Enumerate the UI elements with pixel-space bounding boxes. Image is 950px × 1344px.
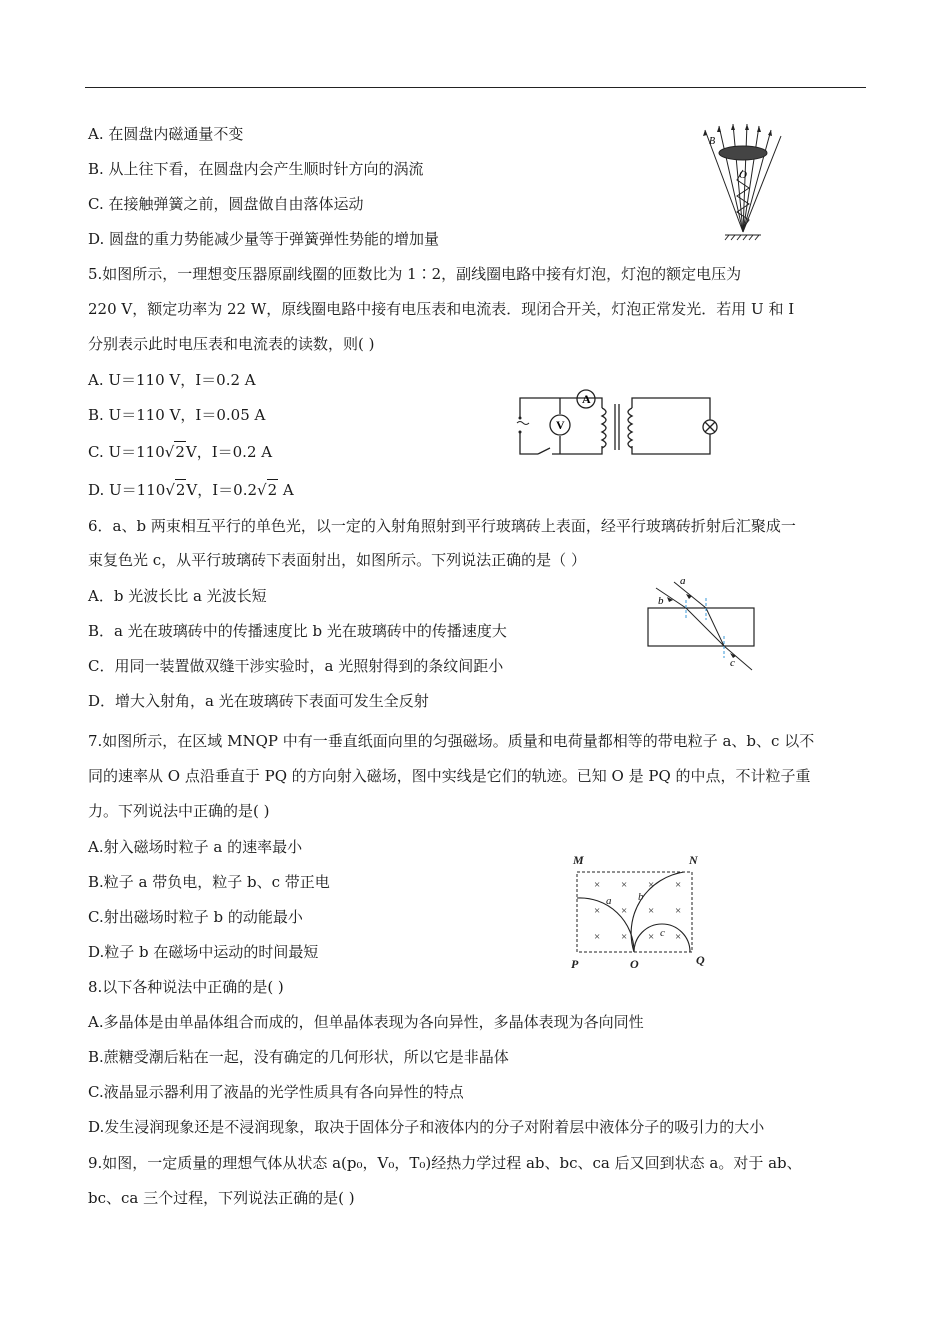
q5-option-d-middle: V，I＝0.2 <box>186 481 258 499</box>
q7-option-b: B.粒子 a 带负电，粒子 b、c 带正电 <box>88 873 330 891</box>
q7-figure-label-a: a <box>606 895 612 907</box>
q7-figure-magnetic-field <box>566 848 716 973</box>
field-cross: × <box>648 931 655 943</box>
q6-figure-label-c: c <box>730 657 735 669</box>
q8-option-a: A.多晶体是由单晶体组合而成的，但单晶体表现为各向异性，多晶体表现为各向同性 <box>88 1013 644 1031</box>
sqrt-symbol: √ <box>165 481 175 499</box>
q8-option-b: B.蔗糖受潮后粘在一起，没有确定的几何形状，所以它是非晶体 <box>88 1048 509 1066</box>
q8-stem: 8.以下各种说法中正确的是( ) <box>88 978 284 996</box>
field-cross: × <box>648 905 655 917</box>
q4-figure-label-o: O <box>739 169 747 181</box>
q5-voltmeter-label: V <box>556 418 565 432</box>
q6-option-d: D．增大入射角，a 光在玻璃砖下表面可发生全反射 <box>88 692 429 710</box>
q6-option-c: C．用同一装置做双缝干涉实验时，a 光照射得到的条纹间距小 <box>88 657 504 675</box>
q9-stem-line1: 9.如图，一定质量的理想气体从状态 a(p₀，V₀，T₀)经热力学过程 ab、bc、ca 后又回到状态 a。对于 ab、 <box>88 1154 802 1172</box>
field-cross: × <box>675 905 682 917</box>
q4-option-a: A. 在圆盘内磁通量不变 <box>88 125 244 143</box>
sqrt-symbol: √ <box>257 481 267 499</box>
header-rule <box>85 87 866 88</box>
q5-option-c-radicand: 2 <box>175 443 185 461</box>
q4-option-d: D. 圆盘的重力势能减少量等于弹簧弹性势能的增加量 <box>88 230 440 248</box>
q6-figure-label-b: b <box>658 595 664 607</box>
q7-option-a: A.射入磁场时粒子 a 的速率最小 <box>88 838 303 856</box>
field-cross: × <box>675 931 682 943</box>
q7-stem-line3: 力。下列说法中正确的是( ) <box>88 802 270 820</box>
q4-figure-label-b: B <box>709 136 716 147</box>
q5-stem-line2: 220 V，额定功率为 22 W，原线圈电路中接有电压表和电流表．现闭合开关，灯泡正常发光．若用 U 和 I <box>88 300 795 318</box>
q6-stem-line2: 束复色光 c，从平行玻璃砖下表面射出，如图所示。下列说法正确的是（ ） <box>88 551 586 569</box>
q5-option-b: B. U＝110 V，I＝0.05 A <box>88 406 266 424</box>
q5-option-c <box>88 441 272 462</box>
q7-figure-label-b: b <box>638 891 644 903</box>
q7-figure-label-o: O <box>630 957 639 971</box>
q7-stem-line2: 同的速率从 O 点沿垂直于 PQ 的方向射入磁场，图中实线是它们的轨迹。已知 O 是 PQ 的中点，不计粒子重 <box>88 767 811 785</box>
q5-stem-line1: 5.如图所示，一理想变压器原副线圈的匝数比为 1∶2，副线圈电路中接有灯泡，灯泡的额定电压为 <box>88 265 742 283</box>
q7-figure-label-n: N <box>689 853 698 867</box>
q4-figure-magnet-disc <box>695 122 795 244</box>
q7-figure-label-q: Q <box>696 953 705 967</box>
field-cross: × <box>621 931 628 943</box>
field-cross: × <box>594 879 601 891</box>
q5-option-a: A. U＝110 V，I＝0.2 A <box>88 371 256 389</box>
q5-option-d-prefix: D. U＝110 <box>88 481 166 499</box>
q6-figure-glass-slab <box>640 574 760 674</box>
q5-stem-line3: 分别表示此时电压表和电流表的读数，则( ) <box>88 335 375 353</box>
q7-stem-line1: 7.如图所示，在区域 MNQP 中有一垂直纸面向里的匀强磁场。质量和电荷量都相等的带电粒子 a、b、c 以不 <box>88 732 815 750</box>
field-cross: × <box>594 931 601 943</box>
q4-option-c: C. 在接触弹簧之前，圆盘做自由落体运动 <box>88 195 364 213</box>
q5-option-d <box>88 479 294 500</box>
field-cross: × <box>621 879 628 891</box>
q4-option-b: B. 从上往下看，在圆盘内会产生顺时针方向的涡流 <box>88 160 424 178</box>
q7-figure-label-c: c <box>660 927 665 939</box>
field-cross: × <box>648 879 655 891</box>
q8-option-d: D.发生浸润现象还是不浸润现象，取决于固体分子和液体内的分子对附着层中液体分子的吸引力的大小 <box>88 1118 765 1136</box>
q7-option-c: C.射出磁场时粒子 b 的动能最小 <box>88 908 303 926</box>
q7-figure-label-m: M <box>573 853 584 867</box>
q5-figure-transformer-circuit <box>512 388 732 464</box>
q6-figure-label-a: a <box>680 575 686 587</box>
field-cross: × <box>675 879 682 891</box>
q5-option-c-prefix: C. U＝110 <box>88 443 165 461</box>
q5-option-d-radicand: 2 <box>175 481 186 499</box>
q6-option-a: A．b 光波长比 a 光波长短 <box>88 587 267 605</box>
field-cross: × <box>594 905 601 917</box>
q9-stem-line2: bc、ca 三个过程，下列说法正确的是( ) <box>88 1189 355 1207</box>
sqrt-symbol: √ <box>164 443 175 461</box>
q7-field-crosses <box>594 879 681 943</box>
q6-option-b: B．a 光在玻璃砖中的传播速度比 b 光在玻璃砖中的传播速度大 <box>88 622 507 640</box>
field-cross: × <box>621 905 628 917</box>
q7-option-d: D.粒子 b 在磁场中运动的时间最短 <box>88 943 319 961</box>
q7-figure-label-p: P <box>571 957 579 971</box>
q6-stem-line1: 6．a、b 两束相互平行的单色光，以一定的入射角照射到平行玻璃砖上表面，经平行玻璃砖折射后汇聚成一 <box>88 517 796 535</box>
q8-option-c: C.液晶显示器利用了液晶的光学性质具有各向异性的特点 <box>88 1083 464 1101</box>
q5-option-c-suffix: V，I＝0.2 A <box>185 443 273 461</box>
q5-ammeter-label: A <box>582 392 591 406</box>
q5-option-d-suffix: A <box>278 481 294 499</box>
q5-option-d-radicand2: 2 <box>267 481 278 499</box>
